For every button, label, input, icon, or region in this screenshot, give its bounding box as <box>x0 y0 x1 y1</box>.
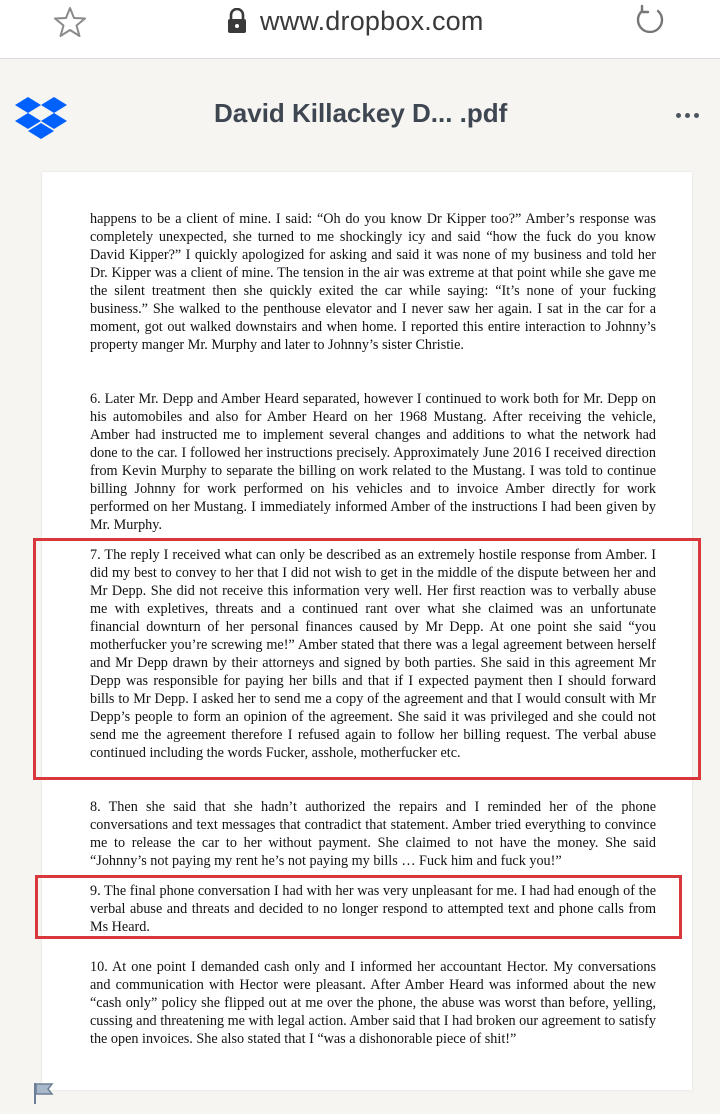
browser-address-bar <box>0 0 720 59</box>
url-display[interactable] <box>226 4 484 38</box>
flag-icon[interactable] <box>33 1081 55 1105</box>
dropbox-logo-icon[interactable] <box>15 95 67 139</box>
star-icon[interactable] <box>52 4 88 40</box>
highlight-box-paragraph-7 <box>33 538 701 780</box>
paragraph-10: 10. At one point I demanded cash only and I informed her accountant Hector. My conversations and communication with Hector were pleasant. After Amber Heard was informed about the new “cash only” policy she flipped out at me over the phone, the abuse was worst than before, yelling, cussing and threatening me with legal action. Amber said that I had broken our agreement to satisfy the open invoices. She also stated that I “was a dishonorable piece of shit!” <box>90 959 656 1047</box>
paragraph-8: 8. Then she said that she hadn’t authorized the repairs and I reminded her of the phone conversations and text messages that contradict that statement. Amber tried everything to convince me to release the car to her without payment. She claimed to not have the money. She said “Johnny’s not paying my rent he’s not paying my bills … Fuck him and fuck you!” <box>90 799 656 869</box>
paragraph-9: 9. The final phone conversation I had with her was very unpleasant for me. I had had enough of the verbal abuse and threats and decided to no longer respond to attempted text and phone calls from Ms Heard. <box>90 883 656 935</box>
more-options-icon[interactable] <box>676 113 699 118</box>
paragraph-7: 7. The reply I received what can only be described as an extremely hostile response from Amber. I did my best to convey to her that I did not wish to get in the middle of the dispute between her and Mr Depp. She did not receive this information very well. Her first reaction was to verbally abuse me with expletives, threats and a continued rant over what she claimed was an unfortunate financial downturn of her personal finances caused by Mr Depp. At one point she said “you motherfucker you’re screwing me!” Amber stated that there was a legal agreement between herself and Mr Depp drawn by their attorneys and signed by both parties. She said in this agreement Mr Depp was responsible for paying her bills and that if I expected payment then I should forward bills to Mr Depp. I asked her to send me a copy of the agreement and that I would consult with Mr Depp’s people to form an opinion of the agreement. She said it was privileged and she could not send me the agreement therefore I refused again to follow her billing request. The verbal abuse continued including the words Fucker, asshole, motherfucker etc. <box>90 547 656 761</box>
paragraph-continuation: happens to be a client of mine. I said: “Oh do you know Dr Kipper too?” Amber’s response was completely unexpected, she turned to me shockingly icy and said “how the fuck do you know David Kipper?” I quickly apologized for asking and said it was none of my business and told her Dr. Kipper was a client of mine. The tension in the air was extreme at that point while she gave me the silent treatment then she quickly exited the car while saying: “It’s none of your fucking business.” She walked to the penthouse elevator and I never saw her again. I sat in the car for a moment, got out walked downstairs and when home. I reported this entire interaction to Johnny’s property manger Mr. Murphy and later to Johnny’s sister Christie. <box>90 211 656 353</box>
reload-icon[interactable] <box>632 3 668 39</box>
url-text: www.dropbox.com <box>260 5 484 36</box>
dropbox-header <box>0 59 720 154</box>
lock-icon <box>226 8 248 34</box>
highlight-box-paragraph-9 <box>35 875 682 939</box>
document-title: David Killackey D... .pdf <box>214 98 508 128</box>
paragraph-6: 6. Later Mr. Depp and Amber Heard separated, however I continued to work both for Mr. Depp on his automobiles and also for Amber Heard on her 1968 Mustang. After receiving the vehicle, Amber had instructed me to implement several changes and additions to what the network had done to the car. I followed her instructions precisely. Approximately June 2016 I received direction from Kevin Murphy to separate the billing on work related to the Mustang. I was told to continue billing Johnny for work performed on his vehicles and to invoice Amber directly for work performed on her Mustang. I immediately informed Amber of the instructions I had been given by Mr. Murphy. <box>90 391 656 533</box>
